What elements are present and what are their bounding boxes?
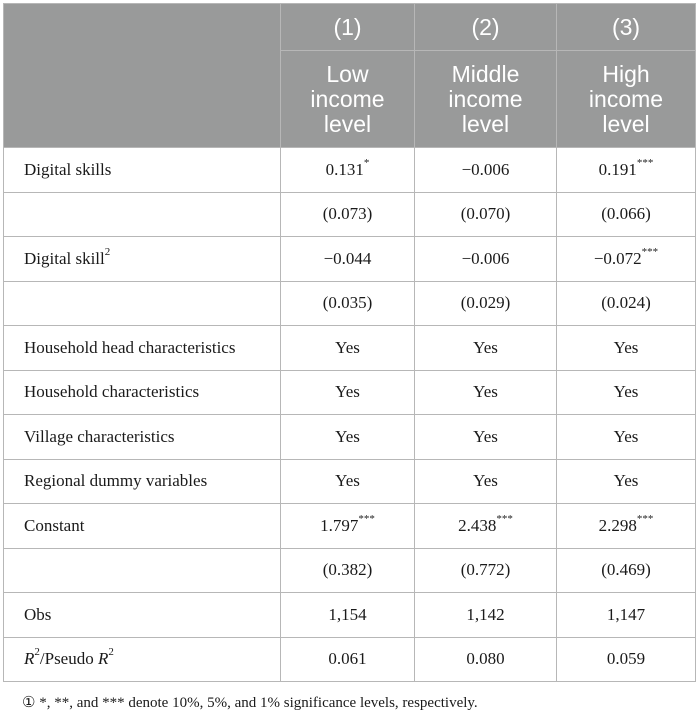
header-word: Middle	[451, 60, 520, 87]
column-header-high-income	[557, 51, 696, 148]
table-cell: Yes	[557, 415, 696, 460]
table-cell: 0.061	[281, 637, 415, 682]
table-row	[4, 415, 696, 460]
column-header-middle-income	[415, 51, 557, 148]
table-cell: −0.072***	[557, 237, 696, 282]
row-label: Regional dummy variables	[4, 459, 281, 504]
table-row	[4, 637, 696, 682]
table-cell: (0.772)	[415, 548, 557, 593]
table-cell: 1,154	[281, 593, 415, 638]
table-cell: (0.382)	[281, 548, 415, 593]
table-cell: 1.797***	[281, 504, 415, 549]
table-cell: Yes	[415, 415, 557, 460]
table-row	[4, 593, 696, 638]
table-body	[4, 148, 696, 682]
table-cell: 0.080	[415, 637, 557, 682]
table-cell: Yes	[415, 370, 557, 415]
header-word: income	[448, 85, 523, 112]
row-label: Village characteristics	[4, 415, 281, 460]
regression-table	[3, 3, 696, 682]
table-cell: (0.070)	[415, 192, 557, 237]
table-cell: 0.131*	[281, 148, 415, 193]
column-header-low-income	[281, 51, 415, 148]
row-label: Digital skill$^2$	[4, 237, 281, 282]
table-footnote: ① *, **, and *** denote 10%, 5%, and 1% significance levels, respectively.	[22, 695, 478, 711]
table-cell: Yes	[415, 326, 557, 371]
column-number-1: (1)	[281, 4, 415, 51]
header-word: Low	[326, 60, 369, 87]
table-cell: Yes	[281, 459, 415, 504]
table-cell: 2.298***	[557, 504, 696, 549]
row-label: Household head characteristics	[4, 326, 281, 371]
table-cell: (0.029)	[415, 281, 557, 326]
row-label	[4, 192, 281, 237]
table-cell: −0.044	[281, 237, 415, 282]
table-row	[4, 281, 696, 326]
table-row	[4, 504, 696, 549]
column-number-row	[4, 4, 696, 51]
header-word: level	[602, 110, 650, 137]
table-cell: −0.006	[415, 148, 557, 193]
table-row	[4, 148, 696, 193]
table-cell: Yes	[557, 459, 696, 504]
table-cell: Yes	[557, 326, 696, 371]
header-word: level	[323, 110, 372, 137]
table-cell: Yes	[281, 370, 415, 415]
row-label	[4, 281, 281, 326]
table-cell: (0.469)	[557, 548, 696, 593]
row-label: Digital skills	[4, 148, 281, 193]
table-cell: (0.024)	[557, 281, 696, 326]
table-cell: Yes	[415, 459, 557, 504]
table-cell: Yes	[281, 326, 415, 371]
table-row	[4, 237, 696, 282]
table-row	[4, 192, 696, 237]
table-cell: −0.006	[415, 237, 557, 282]
table-cell: (0.066)	[557, 192, 696, 237]
row-label: Obs	[4, 593, 281, 638]
header-blank-cell	[4, 4, 281, 148]
row-label: Household characteristics	[4, 370, 281, 415]
table-cell: 0.191***	[557, 148, 696, 193]
row-label: Constant	[4, 504, 281, 549]
table-row	[4, 548, 696, 593]
table-cell: (0.073)	[281, 192, 415, 237]
column-number-2: (2)	[415, 4, 557, 51]
table-cell: Yes	[557, 370, 696, 415]
table-cell: Yes	[281, 415, 415, 460]
table-cell: 1,147	[557, 593, 696, 638]
column-number-3: (3)	[557, 4, 696, 51]
header-word: High	[602, 60, 650, 87]
table-cell: 0.059	[557, 637, 696, 682]
table-cell: 2.438***	[415, 504, 557, 549]
header-word: income	[310, 85, 385, 112]
table-cell: (0.035)	[281, 281, 415, 326]
table-header	[4, 4, 696, 148]
header-word: income	[588, 85, 664, 112]
row-label-r-squared: $R^2$/Pseudo $R^2$	[4, 637, 281, 682]
header-word: level	[461, 110, 510, 137]
table-row	[4, 459, 696, 504]
table-row	[4, 370, 696, 415]
table-row	[4, 326, 696, 371]
table-cell: 1,142	[415, 593, 557, 638]
row-label	[4, 548, 281, 593]
